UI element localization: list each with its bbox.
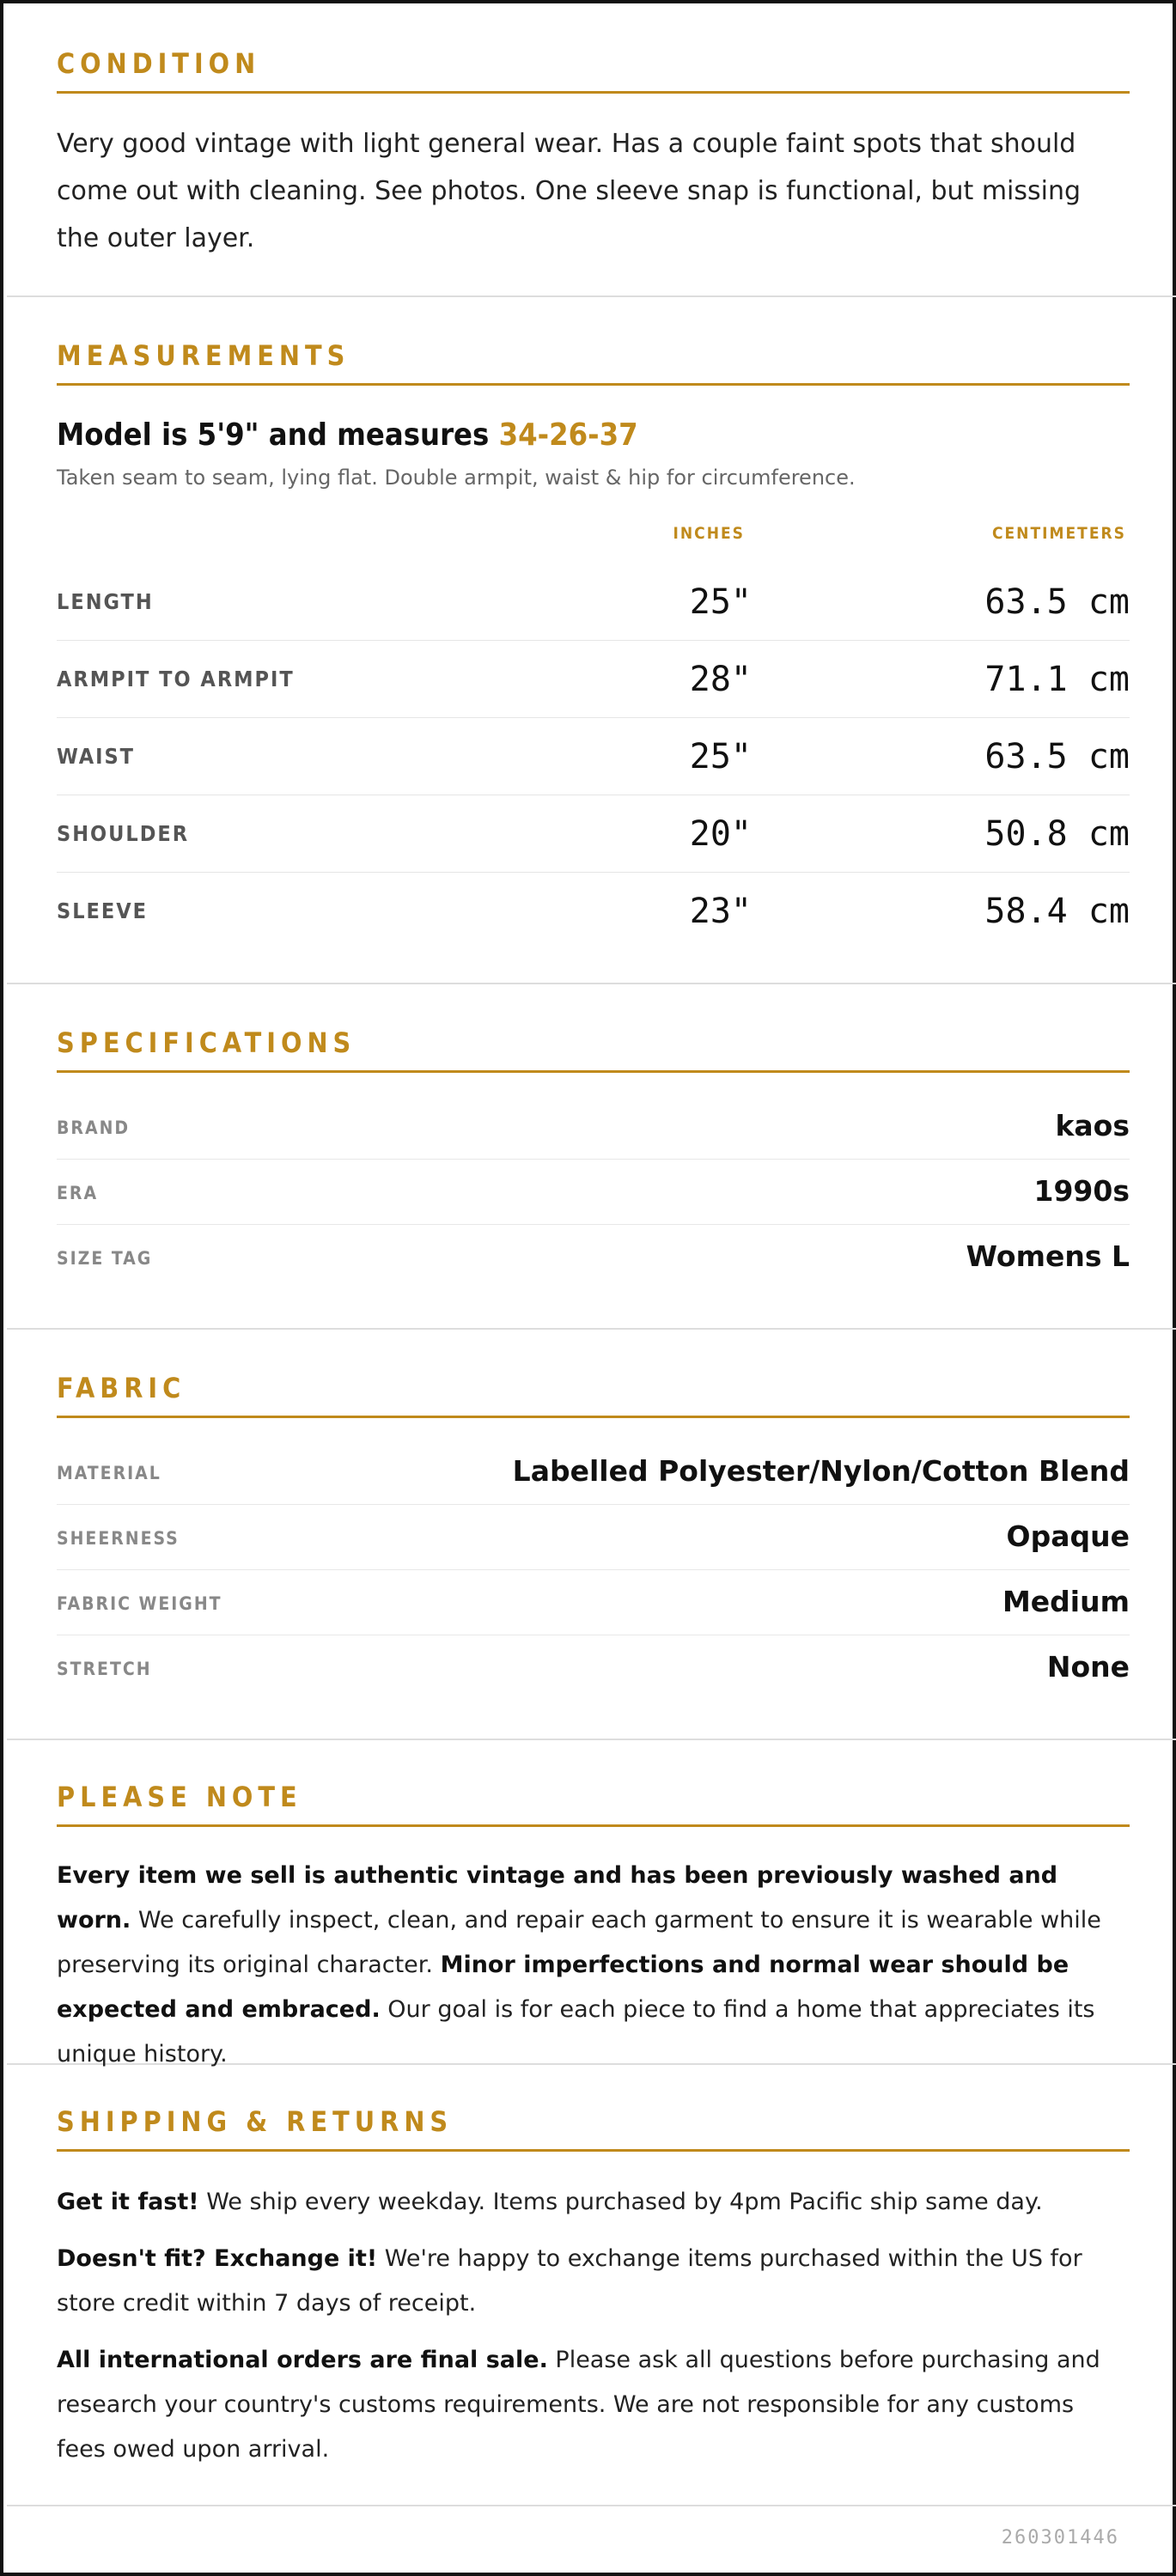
note-bold-2: Minor imperfections and normal wear should be expected and embraced. [57, 1952, 1069, 2023]
measurement-row [57, 873, 1130, 950]
product-code: 260301446 [1001, 2527, 1119, 2549]
shipping-international-text: Please ask all questions before purchasing and research your country's customs requirements. We are not responsible for any customs fees owed upon arrival. [57, 2347, 1100, 2463]
shipping-exchange-text: We're happy to exchange items purchased within the US for store credit within 7 days of receipt. [57, 2245, 1082, 2317]
fabric-value: None [1046, 1650, 1130, 1684]
measurements-heading: MEASUREMENTS [57, 338, 1130, 386]
fabric-label: STRETCH [57, 1659, 152, 1679]
spec-row [57, 1160, 1130, 1225]
shipping-exchange [57, 2237, 1130, 2326]
measurement-label: ARMPIT TO ARMPIT [57, 667, 295, 691]
measurement-label: SHOULDER [57, 821, 190, 846]
shipping-fast-bold: Get it fast! [57, 2189, 199, 2215]
measurement-cm: 63.5 cm [984, 737, 1130, 776]
note-text-2: Our goal is for each piece to find a home that appreciates its unique history. [57, 1996, 1095, 2067]
fabric-row [57, 1505, 1130, 1570]
fabric-value: Labelled Polyester/Nylon/Cotton Blend [512, 1454, 1130, 1488]
spec-value: 1990s [1033, 1174, 1130, 1208]
spec-row [57, 1225, 1130, 1290]
fabric-value: Medium [1002, 1585, 1130, 1618]
measurement-row [57, 563, 1130, 641]
please-note-heading: PLEASE NOTE [57, 1780, 1130, 1827]
spec-label: BRAND [57, 1117, 131, 1138]
measurement-row [57, 795, 1130, 873]
please-note-text [57, 1854, 1130, 2077]
model-prefix: Model is 5'9" and measures [57, 417, 499, 453]
measurement-inches: 20" [689, 814, 752, 854]
shipping-section [7, 2065, 1176, 2506]
measurement-label: WAIST [57, 744, 136, 769]
spec-value: kaos [1055, 1109, 1130, 1142]
measurement-label: LENGTH [57, 589, 154, 614]
fabric-section [7, 1330, 1176, 1740]
spec-label: SIZE TAG [57, 1248, 153, 1269]
spec-value: Womens L [966, 1239, 1130, 1273]
shipping-fast-text: We ship every weekday. Items purchased by 4pm Pacific ship same day. [198, 2189, 1043, 2215]
measurements-section [7, 297, 1176, 984]
shipping-international-bold: All international orders are final sale. [57, 2347, 548, 2373]
specifications-section [7, 984, 1176, 1330]
measurement-label: SLEEVE [57, 898, 149, 923]
measurement-inches: 23" [689, 892, 752, 931]
measurements-subtitle: Taken seam to seam, lying flat. Double armpit, waist & hip for circumference. [57, 466, 856, 490]
centimeters-column-header: CENTIMETERS [991, 524, 1126, 543]
fabric-row [57, 1440, 1130, 1505]
fabric-label: FABRIC WEIGHT [57, 1593, 222, 1614]
shipping-heading: SHIPPING & RETURNS [57, 2104, 1130, 2152]
condition-section [7, 3, 1176, 297]
fabric-label: SHEERNESS [57, 1528, 180, 1549]
fabric-value: Opaque [1006, 1519, 1130, 1553]
fabric-heading: FABRIC [57, 1371, 1130, 1418]
measurement-cm: 50.8 cm [984, 814, 1130, 854]
measurement-cm: 63.5 cm [984, 582, 1130, 622]
measurement-row [57, 641, 1130, 718]
shipping-exchange-bold: Doesn't fit? Exchange it! [57, 2245, 378, 2272]
spec-row [57, 1094, 1130, 1160]
please-note-section [7, 1740, 1176, 2065]
condition-text: Very good vintage with light general wear. Has a couple faint spots that should come out with cleaning. See photos. One sleeve snap is functional, but missing the outer layer. [57, 129, 1082, 253]
measurement-inches: 25" [689, 582, 752, 622]
measurement-row [57, 718, 1130, 795]
note-bold-1: Every item we sell is authentic vintage and has been previously washed and worn. [57, 1862, 1058, 1934]
fabric-row [57, 1635, 1130, 1701]
spec-label: ERA [57, 1183, 99, 1203]
fabric-row [57, 1570, 1130, 1635]
specifications-heading: SPECIFICATIONS [57, 1026, 1130, 1073]
model-measurements [57, 417, 638, 453]
measurement-inches: 28" [689, 660, 752, 699]
measurement-cm: 58.4 cm [984, 892, 1130, 931]
inches-column-header: INCHES [673, 524, 745, 543]
model-measures-value: 34-26-37 [498, 417, 638, 453]
measurement-inches: 25" [689, 737, 752, 776]
fabric-label: MATERIAL [57, 1463, 161, 1483]
measurement-cm: 71.1 cm [984, 660, 1130, 699]
shipping-fast [57, 2180, 1130, 2225]
condition-heading: CONDITION [57, 46, 1130, 94]
note-text-1: We carefully inspect, clean, and repair each garment to ensure it is wearable while preserving its original character. [57, 1907, 1101, 1978]
shipping-international [57, 2338, 1130, 2472]
